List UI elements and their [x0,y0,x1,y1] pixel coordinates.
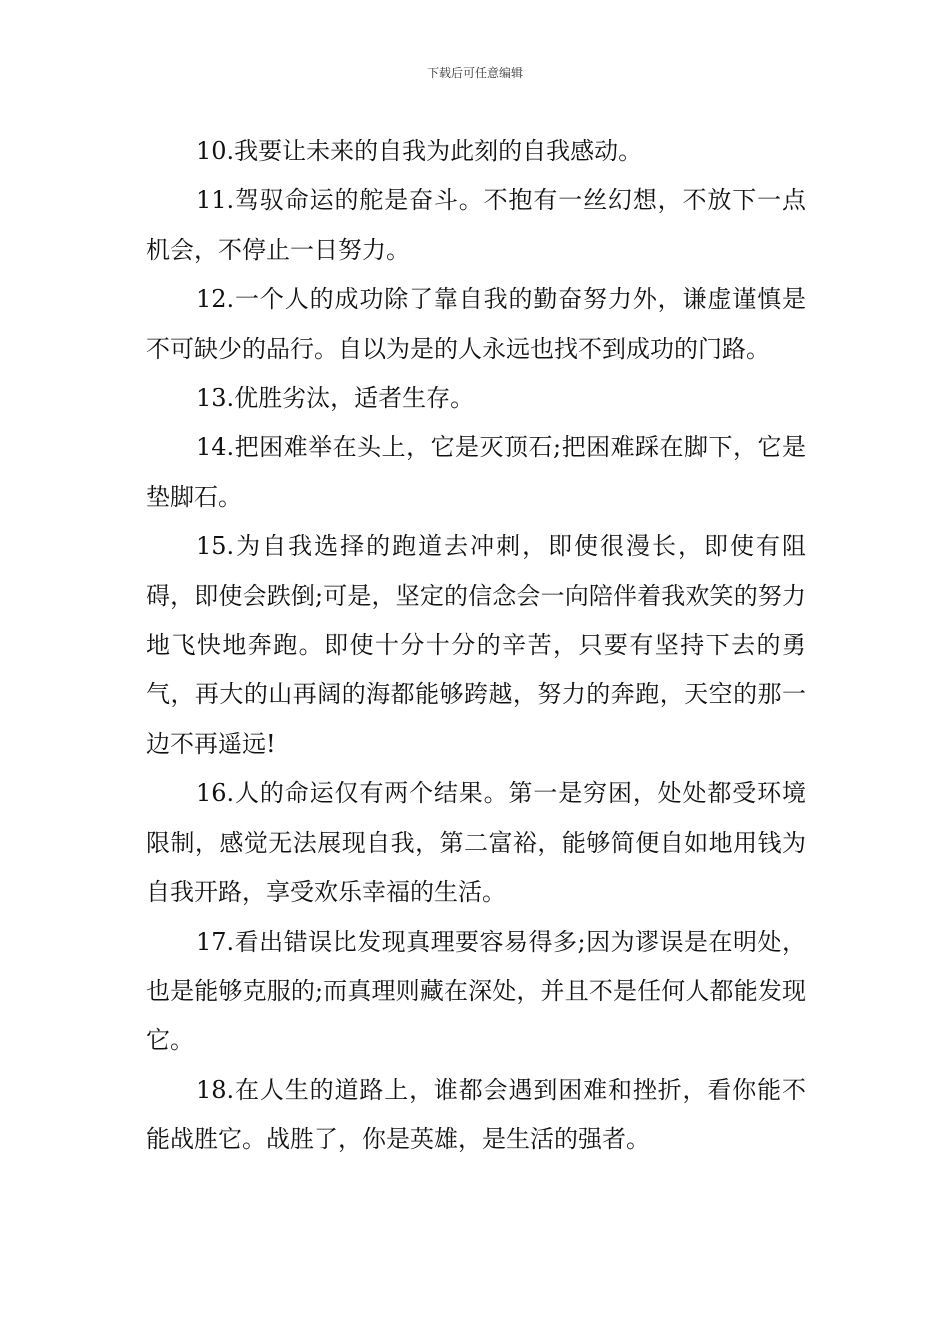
document-body [146,127,806,1165]
paragraph-11: 11.驾驭命运的舵是奋斗。不抱有一丝幻想，不放下一点机会，不停止一日努力。 [146,186,806,264]
paragraph-17: 17.看出错误比发现真理要容易得多;因为谬误是在明处，也是能够克服的;而真理则藏在深处，并且不是任何人都能发现它。 [146,927,806,1055]
paragraph-16: 16.人的命运仅有两个结果。第一是穷困，处处都受环境限制，感觉无法展现自我，第二富裕，能够简便自如地用钱为自我开路，享受欢乐幸福的生活。 [146,779,806,907]
paragraph-14: 14.把困难举在头上，它是灭顶石;把困难踩在脚下，它是垫脚石。 [146,433,806,511]
paragraph-13: 13.优胜劣汰，适者生存。 [196,384,475,413]
paragraph-12: 12.一个人的成功除了靠自我的勤奋努力外，谦虚谨慎是不可缺少的品行。自以为是的人永远也找不到成功的门路。 [146,285,806,363]
paragraph-15: 15.为自我选择的跑道去冲刺，即使很漫长，即使有阻碍，即使会跌倒;可是，坚定的信念会一向陪伴着我欢笑的努力地飞快地奔跑。即使十分十分的辛苦，只要有坚持下去的勇气，再大的山再阔的海都能够跨越，努力的奔跑，天空的那一边不再遥远! [146,532,806,758]
page-header: 下载后可任意编辑 [426,66,523,80]
paragraph-18: 18.在人生的道路上，谁都会遇到困难和挫折，看你能不能战胜它。战胜了，你是英雄，是生活的强者。 [146,1075,806,1154]
paragraph-10: 10.我要让未来的自我为此刻的自我感动。 [196,137,643,165]
